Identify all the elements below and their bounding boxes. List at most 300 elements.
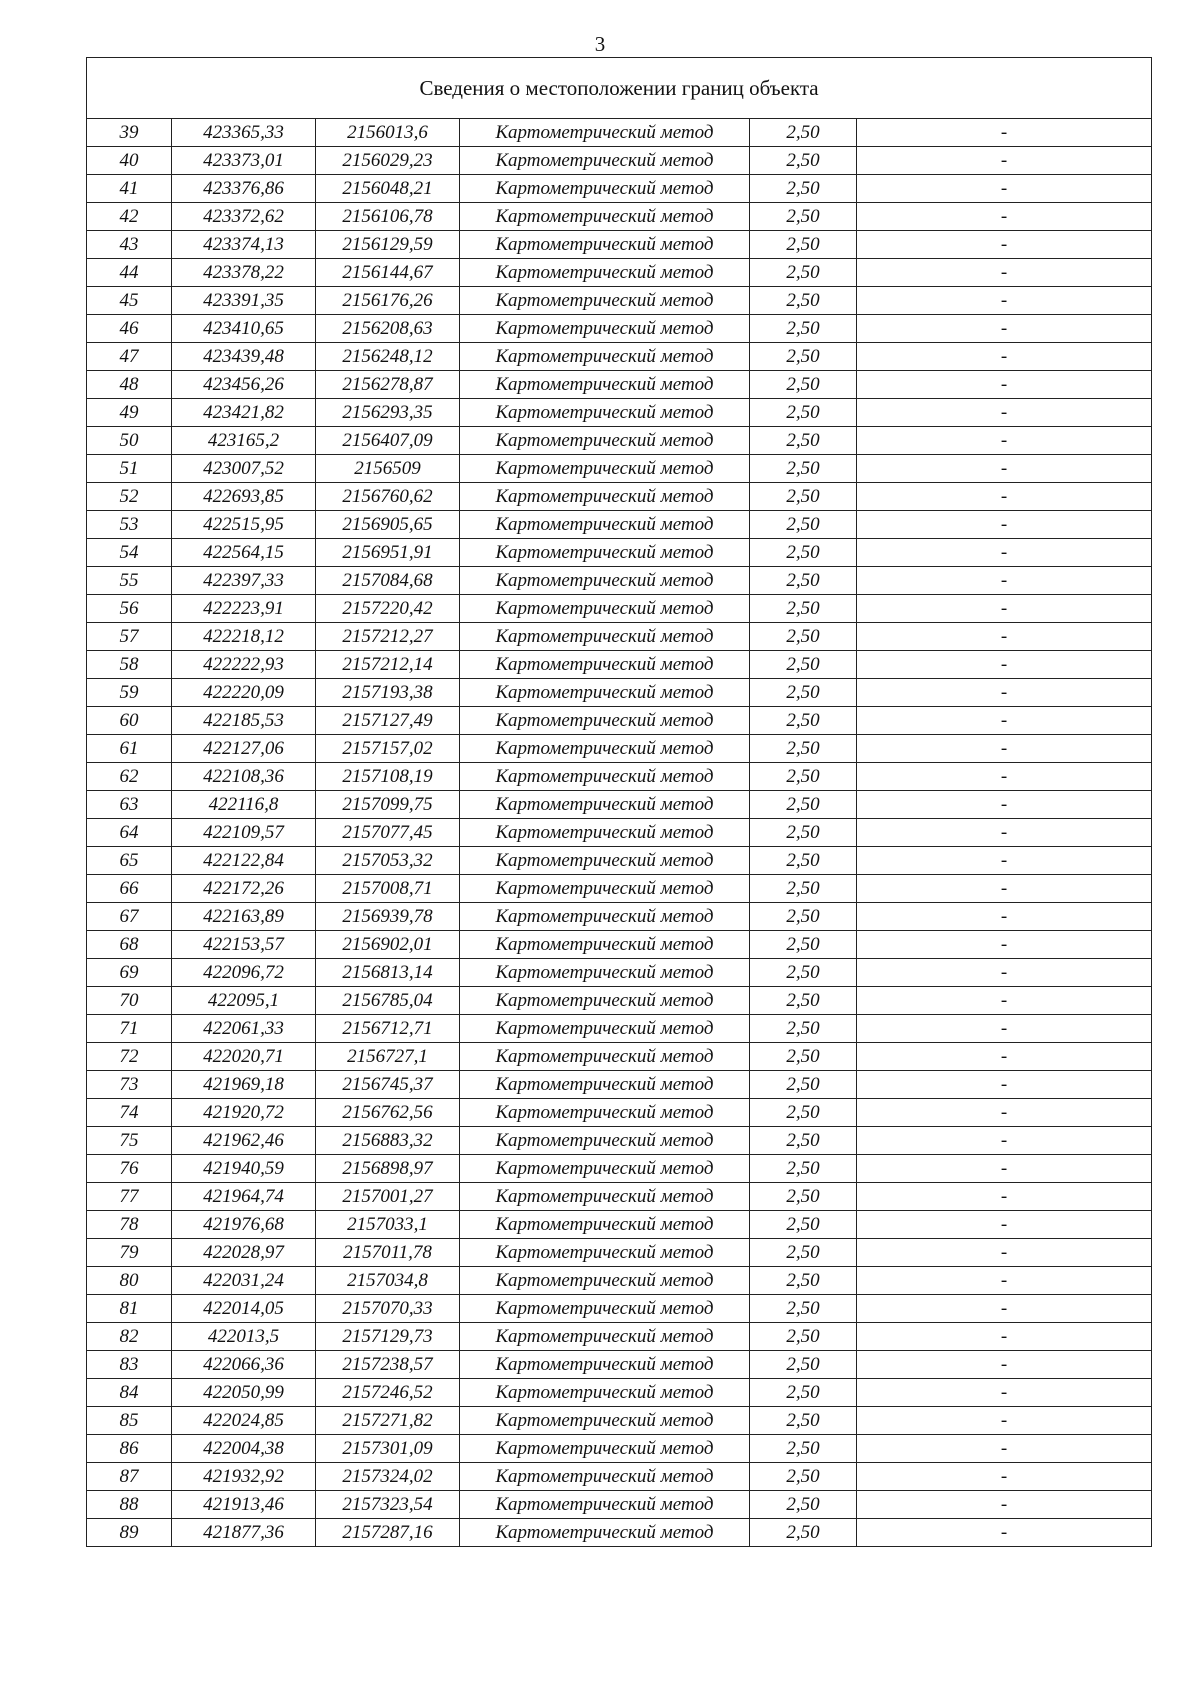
- table-row: [87, 903, 1152, 931]
- accuracy-cell: 2,50: [750, 791, 857, 819]
- description-cell: -: [857, 1351, 1152, 1379]
- accuracy-cell: 2,50: [750, 371, 857, 399]
- table-row: [87, 763, 1152, 791]
- table-row: [87, 1099, 1152, 1127]
- y-coordinate-cell: 2156902,01: [316, 931, 460, 959]
- y-coordinate-cell: 2156176,26: [316, 287, 460, 315]
- method-cell: Картометрический метод: [460, 1295, 750, 1323]
- description-cell: -: [857, 1071, 1152, 1099]
- y-coordinate-cell: 2156905,65: [316, 511, 460, 539]
- y-coordinate-cell: 2157193,38: [316, 679, 460, 707]
- table-row: [87, 1435, 1152, 1463]
- description-cell: -: [857, 763, 1152, 791]
- y-coordinate-cell: 2157127,49: [316, 707, 460, 735]
- y-coordinate-cell: 2157246,52: [316, 1379, 460, 1407]
- description-cell: -: [857, 651, 1152, 679]
- x-coordinate-cell: 422116,8: [172, 791, 316, 819]
- y-coordinate-cell: 2157099,75: [316, 791, 460, 819]
- x-coordinate-cell: 423007,52: [172, 455, 316, 483]
- point-number-cell: 69: [87, 959, 172, 987]
- accuracy-cell: 2,50: [750, 427, 857, 455]
- x-coordinate-cell: 423456,26: [172, 371, 316, 399]
- x-coordinate-cell: 422220,09: [172, 679, 316, 707]
- y-coordinate-cell: 2156013,6: [316, 119, 460, 147]
- table-row: [87, 847, 1152, 875]
- x-coordinate-cell: 422050,99: [172, 1379, 316, 1407]
- y-coordinate-cell: 2157001,27: [316, 1183, 460, 1211]
- description-cell: -: [857, 707, 1152, 735]
- point-number-cell: 63: [87, 791, 172, 819]
- description-cell: -: [857, 1267, 1152, 1295]
- point-number-cell: 51: [87, 455, 172, 483]
- accuracy-cell: 2,50: [750, 203, 857, 231]
- method-cell: Картометрический метод: [460, 1071, 750, 1099]
- y-coordinate-cell: 2156898,97: [316, 1155, 460, 1183]
- accuracy-cell: 2,50: [750, 847, 857, 875]
- x-coordinate-cell: 422153,57: [172, 931, 316, 959]
- method-cell: Картометрический метод: [460, 1239, 750, 1267]
- description-cell: -: [857, 735, 1152, 763]
- y-coordinate-cell: 2157301,09: [316, 1435, 460, 1463]
- method-cell: Картометрический метод: [460, 315, 750, 343]
- table-row: [87, 483, 1152, 511]
- method-cell: Картометрический метод: [460, 539, 750, 567]
- point-number-cell: 75: [87, 1127, 172, 1155]
- x-coordinate-cell: 421962,46: [172, 1127, 316, 1155]
- x-coordinate-cell: 422122,84: [172, 847, 316, 875]
- point-number-cell: 80: [87, 1267, 172, 1295]
- x-coordinate-cell: 422515,95: [172, 511, 316, 539]
- point-number-cell: 70: [87, 987, 172, 1015]
- point-number-cell: 79: [87, 1239, 172, 1267]
- point-number-cell: 71: [87, 1015, 172, 1043]
- accuracy-cell: 2,50: [750, 1043, 857, 1071]
- table-row: [87, 1015, 1152, 1043]
- table-row: [87, 707, 1152, 735]
- y-coordinate-cell: 2156727,1: [316, 1043, 460, 1071]
- table-row: [87, 399, 1152, 427]
- y-coordinate-cell: 2156106,78: [316, 203, 460, 231]
- y-coordinate-cell: 2156278,87: [316, 371, 460, 399]
- x-coordinate-cell: 423373,01: [172, 147, 316, 175]
- x-coordinate-cell: 422028,97: [172, 1239, 316, 1267]
- accuracy-cell: 2,50: [750, 1211, 857, 1239]
- accuracy-cell: 2,50: [750, 399, 857, 427]
- table-row: [87, 1407, 1152, 1435]
- point-number-cell: 49: [87, 399, 172, 427]
- accuracy-cell: 2,50: [750, 707, 857, 735]
- y-coordinate-cell: 2157008,71: [316, 875, 460, 903]
- accuracy-cell: 2,50: [750, 1071, 857, 1099]
- method-cell: Картометрический метод: [460, 147, 750, 175]
- description-cell: -: [857, 595, 1152, 623]
- description-cell: -: [857, 399, 1152, 427]
- accuracy-cell: 2,50: [750, 1351, 857, 1379]
- table-row: [87, 791, 1152, 819]
- method-cell: Картометрический метод: [460, 343, 750, 371]
- method-cell: Картометрический метод: [460, 259, 750, 287]
- description-cell: -: [857, 147, 1152, 175]
- description-cell: -: [857, 1379, 1152, 1407]
- y-coordinate-cell: 2157271,82: [316, 1407, 460, 1435]
- table-row: [87, 1267, 1152, 1295]
- description-cell: -: [857, 1127, 1152, 1155]
- table-row: [87, 427, 1152, 455]
- y-coordinate-cell: 2157053,32: [316, 847, 460, 875]
- accuracy-cell: 2,50: [750, 623, 857, 651]
- description-cell: -: [857, 1295, 1152, 1323]
- point-number-cell: 44: [87, 259, 172, 287]
- description-cell: -: [857, 1015, 1152, 1043]
- point-number-cell: 84: [87, 1379, 172, 1407]
- accuracy-cell: 2,50: [750, 651, 857, 679]
- table-row: [87, 1491, 1152, 1519]
- description-cell: -: [857, 791, 1152, 819]
- y-coordinate-cell: 2157077,45: [316, 819, 460, 847]
- method-cell: Картометрический метод: [460, 1407, 750, 1435]
- description-cell: -: [857, 1435, 1152, 1463]
- description-cell: -: [857, 539, 1152, 567]
- point-number-cell: 64: [87, 819, 172, 847]
- y-coordinate-cell: 2157034,8: [316, 1267, 460, 1295]
- table-row: [87, 595, 1152, 623]
- x-coordinate-cell: 423165,2: [172, 427, 316, 455]
- description-cell: -: [857, 1463, 1152, 1491]
- accuracy-cell: 2,50: [750, 819, 857, 847]
- x-coordinate-cell: 422004,38: [172, 1435, 316, 1463]
- method-cell: Картометрический метод: [460, 735, 750, 763]
- table-row: [87, 987, 1152, 1015]
- y-coordinate-cell: 2157033,1: [316, 1211, 460, 1239]
- point-number-cell: 50: [87, 427, 172, 455]
- description-cell: -: [857, 903, 1152, 931]
- description-cell: -: [857, 427, 1152, 455]
- accuracy-cell: 2,50: [750, 1323, 857, 1351]
- y-coordinate-cell: 2157108,19: [316, 763, 460, 791]
- description-cell: -: [857, 511, 1152, 539]
- method-cell: Картометрический метод: [460, 1491, 750, 1519]
- accuracy-cell: 2,50: [750, 1155, 857, 1183]
- point-number-cell: 88: [87, 1491, 172, 1519]
- table-row: [87, 147, 1152, 175]
- boundary-coordinates-table: [86, 57, 1152, 1547]
- y-coordinate-cell: 2157084,68: [316, 567, 460, 595]
- accuracy-cell: 2,50: [750, 259, 857, 287]
- y-coordinate-cell: 2156813,14: [316, 959, 460, 987]
- y-coordinate-cell: 2157011,78: [316, 1239, 460, 1267]
- x-coordinate-cell: 422564,15: [172, 539, 316, 567]
- point-number-cell: 81: [87, 1295, 172, 1323]
- point-number-cell: 56: [87, 595, 172, 623]
- accuracy-cell: 2,50: [750, 315, 857, 343]
- x-coordinate-cell: 422109,57: [172, 819, 316, 847]
- method-cell: Картометрический метод: [460, 763, 750, 791]
- table-row: [87, 1211, 1152, 1239]
- table-row: [87, 1379, 1152, 1407]
- method-cell: Картометрический метод: [460, 427, 750, 455]
- y-coordinate-cell: 2157220,42: [316, 595, 460, 623]
- point-number-cell: 47: [87, 343, 172, 371]
- method-cell: Картометрический метод: [460, 903, 750, 931]
- accuracy-cell: 2,50: [750, 1295, 857, 1323]
- method-cell: Картометрический метод: [460, 819, 750, 847]
- method-cell: Картометрический метод: [460, 1519, 750, 1547]
- x-coordinate-cell: 422024,85: [172, 1407, 316, 1435]
- description-cell: -: [857, 1043, 1152, 1071]
- method-cell: Картометрический метод: [460, 119, 750, 147]
- x-coordinate-cell: 422066,36: [172, 1351, 316, 1379]
- description-cell: -: [857, 371, 1152, 399]
- accuracy-cell: 2,50: [750, 1267, 857, 1295]
- accuracy-cell: 2,50: [750, 1239, 857, 1267]
- y-coordinate-cell: 2156048,21: [316, 175, 460, 203]
- x-coordinate-cell: 423374,13: [172, 231, 316, 259]
- method-cell: Картометрический метод: [460, 1351, 750, 1379]
- page-number: 3: [594, 32, 606, 56]
- table-row: [87, 1183, 1152, 1211]
- method-cell: Картометрический метод: [460, 231, 750, 259]
- accuracy-cell: 2,50: [750, 875, 857, 903]
- method-cell: Картометрический метод: [460, 1323, 750, 1351]
- description-cell: -: [857, 987, 1152, 1015]
- y-coordinate-cell: 2157238,57: [316, 1351, 460, 1379]
- point-number-cell: 76: [87, 1155, 172, 1183]
- accuracy-cell: 2,50: [750, 175, 857, 203]
- description-cell: -: [857, 315, 1152, 343]
- point-number-cell: 52: [87, 483, 172, 511]
- description-cell: -: [857, 679, 1152, 707]
- table-row: [87, 259, 1152, 287]
- point-number-cell: 77: [87, 1183, 172, 1211]
- method-cell: Картометрический метод: [460, 679, 750, 707]
- x-coordinate-cell: 421964,74: [172, 1183, 316, 1211]
- table-row: [87, 1127, 1152, 1155]
- point-number-cell: 66: [87, 875, 172, 903]
- x-coordinate-cell: 422693,85: [172, 483, 316, 511]
- accuracy-cell: 2,50: [750, 735, 857, 763]
- table-header-row: [87, 58, 1152, 119]
- method-cell: Картометрический метод: [460, 875, 750, 903]
- point-number-cell: 73: [87, 1071, 172, 1099]
- method-cell: Картометрический метод: [460, 651, 750, 679]
- description-cell: -: [857, 343, 1152, 371]
- x-coordinate-cell: 422095,1: [172, 987, 316, 1015]
- accuracy-cell: 2,50: [750, 595, 857, 623]
- method-cell: Картометрический метод: [460, 567, 750, 595]
- method-cell: Картометрический метод: [460, 399, 750, 427]
- accuracy-cell: 2,50: [750, 483, 857, 511]
- description-cell: -: [857, 819, 1152, 847]
- table-body: [87, 119, 1152, 1547]
- table-row: [87, 343, 1152, 371]
- point-number-cell: 59: [87, 679, 172, 707]
- x-coordinate-cell: 422127,06: [172, 735, 316, 763]
- description-cell: -: [857, 1183, 1152, 1211]
- description-cell: -: [857, 1099, 1152, 1127]
- x-coordinate-cell: 422061,33: [172, 1015, 316, 1043]
- table-row: [87, 1155, 1152, 1183]
- method-cell: Картометрический метод: [460, 791, 750, 819]
- point-number-cell: 60: [87, 707, 172, 735]
- table-row: [87, 651, 1152, 679]
- table-row: [87, 931, 1152, 959]
- table-row: [87, 1071, 1152, 1099]
- y-coordinate-cell: 2157324,02: [316, 1463, 460, 1491]
- accuracy-cell: 2,50: [750, 119, 857, 147]
- method-cell: Картометрический метод: [460, 1183, 750, 1211]
- y-coordinate-cell: 2156208,63: [316, 315, 460, 343]
- method-cell: Картометрический метод: [460, 203, 750, 231]
- method-cell: Картометрический метод: [460, 1435, 750, 1463]
- point-number-cell: 83: [87, 1351, 172, 1379]
- method-cell: Картометрический метод: [460, 371, 750, 399]
- table-row: [87, 287, 1152, 315]
- method-cell: Картометрический метод: [460, 1015, 750, 1043]
- point-number-cell: 48: [87, 371, 172, 399]
- method-cell: Картометрический метод: [460, 1043, 750, 1071]
- y-coordinate-cell: 2156293,35: [316, 399, 460, 427]
- method-cell: Картометрический метод: [460, 455, 750, 483]
- x-coordinate-cell: 422222,93: [172, 651, 316, 679]
- table-row: [87, 623, 1152, 651]
- table-row: [87, 539, 1152, 567]
- method-cell: Картометрический метод: [460, 1463, 750, 1491]
- y-coordinate-cell: 2156129,59: [316, 231, 460, 259]
- accuracy-cell: 2,50: [750, 1407, 857, 1435]
- point-number-cell: 53: [87, 511, 172, 539]
- x-coordinate-cell: 421913,46: [172, 1491, 316, 1519]
- description-cell: -: [857, 1519, 1152, 1547]
- method-cell: Картометрический метод: [460, 287, 750, 315]
- y-coordinate-cell: 2156407,09: [316, 427, 460, 455]
- description-cell: -: [857, 875, 1152, 903]
- table-row: [87, 1239, 1152, 1267]
- table-title: Сведения о местоположении границ объекта: [87, 58, 1152, 119]
- x-coordinate-cell: 421920,72: [172, 1099, 316, 1127]
- y-coordinate-cell: 2156760,62: [316, 483, 460, 511]
- y-coordinate-cell: 2156509: [316, 455, 460, 483]
- table-row: [87, 315, 1152, 343]
- description-cell: -: [857, 931, 1152, 959]
- method-cell: Картометрический метод: [460, 1211, 750, 1239]
- accuracy-cell: 2,50: [750, 763, 857, 791]
- description-cell: -: [857, 959, 1152, 987]
- table-row: [87, 203, 1152, 231]
- accuracy-cell: 2,50: [750, 231, 857, 259]
- accuracy-cell: 2,50: [750, 1127, 857, 1155]
- x-coordinate-cell: 422096,72: [172, 959, 316, 987]
- method-cell: Картометрический метод: [460, 931, 750, 959]
- point-number-cell: 89: [87, 1519, 172, 1547]
- y-coordinate-cell: 2156951,91: [316, 539, 460, 567]
- point-number-cell: 54: [87, 539, 172, 567]
- method-cell: Картометрический метод: [460, 847, 750, 875]
- description-cell: -: [857, 1155, 1152, 1183]
- x-coordinate-cell: 422397,33: [172, 567, 316, 595]
- x-coordinate-cell: 422163,89: [172, 903, 316, 931]
- method-cell: Картометрический метод: [460, 623, 750, 651]
- description-cell: -: [857, 847, 1152, 875]
- x-coordinate-cell: 422020,71: [172, 1043, 316, 1071]
- accuracy-cell: 2,50: [750, 567, 857, 595]
- description-cell: -: [857, 119, 1152, 147]
- table-row: [87, 875, 1152, 903]
- x-coordinate-cell: 423376,86: [172, 175, 316, 203]
- point-number-cell: 55: [87, 567, 172, 595]
- accuracy-cell: 2,50: [750, 1099, 857, 1127]
- point-number-cell: 65: [87, 847, 172, 875]
- y-coordinate-cell: 2156883,32: [316, 1127, 460, 1155]
- x-coordinate-cell: 423410,65: [172, 315, 316, 343]
- description-cell: -: [857, 1323, 1152, 1351]
- table-row: [87, 679, 1152, 707]
- x-coordinate-cell: 421932,92: [172, 1463, 316, 1491]
- table-row: [87, 1043, 1152, 1071]
- point-number-cell: 41: [87, 175, 172, 203]
- description-cell: -: [857, 231, 1152, 259]
- accuracy-cell: 2,50: [750, 1491, 857, 1519]
- x-coordinate-cell: 423372,62: [172, 203, 316, 231]
- point-number-cell: 61: [87, 735, 172, 763]
- y-coordinate-cell: 2157157,02: [316, 735, 460, 763]
- accuracy-cell: 2,50: [750, 1183, 857, 1211]
- point-number-cell: 39: [87, 119, 172, 147]
- table-row: [87, 735, 1152, 763]
- accuracy-cell: 2,50: [750, 287, 857, 315]
- x-coordinate-cell: 421969,18: [172, 1071, 316, 1099]
- description-cell: -: [857, 623, 1152, 651]
- x-coordinate-cell: 422172,26: [172, 875, 316, 903]
- y-coordinate-cell: 2156762,56: [316, 1099, 460, 1127]
- description-cell: -: [857, 1239, 1152, 1267]
- x-coordinate-cell: 422031,24: [172, 1267, 316, 1295]
- y-coordinate-cell: 2157287,16: [316, 1519, 460, 1547]
- table-row: [87, 1295, 1152, 1323]
- description-cell: -: [857, 1211, 1152, 1239]
- point-number-cell: 87: [87, 1463, 172, 1491]
- point-number-cell: 43: [87, 231, 172, 259]
- accuracy-cell: 2,50: [750, 147, 857, 175]
- description-cell: -: [857, 287, 1152, 315]
- y-coordinate-cell: 2157212,14: [316, 651, 460, 679]
- point-number-cell: 62: [87, 763, 172, 791]
- description-cell: -: [857, 175, 1152, 203]
- x-coordinate-cell: 421976,68: [172, 1211, 316, 1239]
- y-coordinate-cell: 2157212,27: [316, 623, 460, 651]
- y-coordinate-cell: 2157070,33: [316, 1295, 460, 1323]
- description-cell: -: [857, 203, 1152, 231]
- x-coordinate-cell: 422223,91: [172, 595, 316, 623]
- table-row: [87, 455, 1152, 483]
- y-coordinate-cell: 2156248,12: [316, 343, 460, 371]
- point-number-cell: 40: [87, 147, 172, 175]
- x-coordinate-cell: 423378,22: [172, 259, 316, 287]
- accuracy-cell: 2,50: [750, 1015, 857, 1043]
- point-number-cell: 58: [87, 651, 172, 679]
- method-cell: Картометрический метод: [460, 1267, 750, 1295]
- table-row: [87, 959, 1152, 987]
- point-number-cell: 86: [87, 1435, 172, 1463]
- point-number-cell: 82: [87, 1323, 172, 1351]
- y-coordinate-cell: 2156745,37: [316, 1071, 460, 1099]
- x-coordinate-cell: 422185,53: [172, 707, 316, 735]
- x-coordinate-cell: 421940,59: [172, 1155, 316, 1183]
- table-row: [87, 231, 1152, 259]
- method-cell: Картометрический метод: [460, 959, 750, 987]
- method-cell: Картометрический метод: [460, 1099, 750, 1127]
- description-cell: -: [857, 567, 1152, 595]
- method-cell: Картометрический метод: [460, 707, 750, 735]
